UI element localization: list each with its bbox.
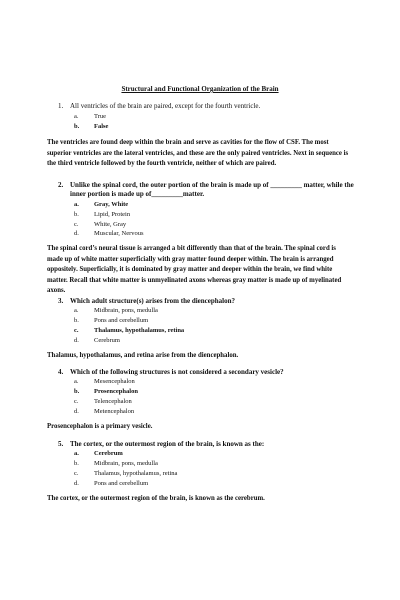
question-text: Which of the following structures is not considered a secondary vesicle? (70, 368, 284, 376)
question-text: All ventricles of the brain are paired, except for the fourth ventricle. (70, 102, 261, 110)
question-number: 1. (58, 102, 64, 110)
explanation-5: The cortex, or the outermost region of the brain, is known as the cerebrum. (47, 495, 265, 502)
explanation-2: The spinal cord’s neural tissue is arranged a bit differently than that of the brain. The spinal cord is made up of white matter superficially with gray matter found deeper within. The brain is arranged oppositely. Superficially, it is dominated by gray matter and deeper within the brain, we find white matter. Recall that white matter is unmyelinated axons whereas gray matter is made up of myelinated axons. (47, 245, 342, 294)
question-text: The cortex, or the outermost region of the brain, is known as the: (70, 440, 265, 448)
page-title: Structural and Functional Organization of the Brain (121, 85, 279, 93)
document-page: Structural and Functional Organization of the Brain 1. All ventricles of the brain are paired, except for the fourth ventricle. a. True b. False The ventricles are found deep within the brain and serve as cavities for the flow of CSF. The most superior ventricles are the lateral ventricles, and these are the only paired ventricles. Next in sequence is the third ventricle followed by the fourth ventricle, neither of which are paired. 2. Unlike the spinal cord, the outer portion of the brain is made up of _________ matter, while the inner portion is made up of_________matter. a. Gray, White b. Lipid, Protein c. White, Gray d. Muscular, Nervous The spinal cord’s neural tissue is arranged a bit differently than that of the brain. The spinal cord is made up of white matter superficially with gray matter found deeper within. The brain is arranged oppositely. Superficially, it is dominated by gray matter and deeper within the brain, we find white matter. Recall that white matter is unmyelinated axons whereas gray matter is made up of myelinated axons. 3. Which adult structure(s) arises from the diencephalon? a. Midbrain, pons, medulla b. Pons and cerebellum c. Thalamus, hypothalamus, retina d. Cerebrum Thalamus, hypothalamus, and retina arise from the diencephalon. 4. Which of the following structures is not considered a secondary vesicle? a. Mesencephalon b. Prosencephalon c. Telencephalon d. Metencephalon Prosencephalon is a primary vesicle. 5. The cortex, or the outermost region of the brain, is known as the: a. Cerebrum b. Midbrain, pons, medulla c. Thalamus, hypothalamus, retina d. Pons and cerebellum The cortex, or the outermost region of the brain, is known as the cerebrum. (0, 0, 400, 600)
explanation-1: The ventricles are found deep within the brain and serve as cavities for the flow of CSF. The most superior ventricles are the lateral ventricles, and these are the only paired ventricles. Next in sequence is the third ventricle followed by the fourth ventricle, neither of which are paired. (47, 139, 349, 167)
explanation-4: Prosencephalon is a primary vesicle. (47, 423, 153, 430)
question-number: 3. (58, 297, 64, 305)
question-number: 2. (58, 181, 64, 189)
question-text: Which adult structure(s) arises from the diencephalon? (70, 297, 236, 305)
question-text: Unlike the spinal cord, the outer portion of the brain is made up of _________ matter, while the inner portion is made up of_________matter. (70, 181, 354, 198)
question-number: 5. (58, 440, 64, 448)
explanation-3: Thalamus, hypothalamus, and retina arise from the diencephalon. (47, 352, 239, 359)
question-number: 4. (58, 368, 64, 376)
